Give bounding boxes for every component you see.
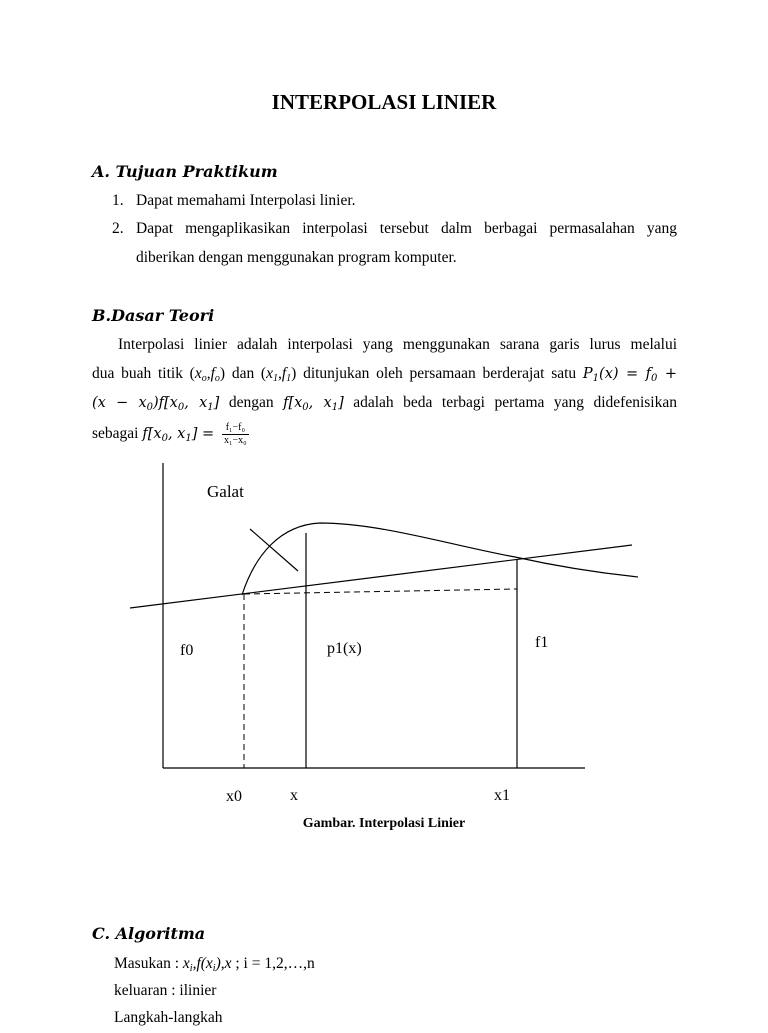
list-number: 2. bbox=[112, 220, 124, 237]
section-a-heading: A. Tujuan Praktikum bbox=[92, 162, 278, 181]
paragraph-line2: dua buah titik $(x_o,f_o)$ dan $(x_1,f_1)$ ditunjukan oleh persamaan berderajat satu $P_1(x) = f_0$ + bbox=[92, 365, 677, 384]
label-x1: x1 bbox=[494, 787, 510, 804]
label-f0: f0 bbox=[180, 642, 194, 659]
equation-divided-diff: $f[x_0$, $x_1$] bbox=[283, 395, 344, 413]
label-x0: x0 bbox=[226, 788, 242, 805]
linear-interpolant-line bbox=[130, 545, 632, 608]
label-p1x: p1(x) bbox=[327, 640, 362, 657]
paragraph-line4: sebagai $f[x_0$, $x_1$] = $\frac{\text{f₁−f₀}}{\text{x₁−x₀}}$ bbox=[92, 421, 247, 446]
list-text: Dapat memahami Interpolasi linier. bbox=[136, 192, 356, 209]
function-curve bbox=[242, 523, 638, 595]
page-title: INTERPOLASI LINIER bbox=[271, 90, 497, 114]
section-c-heading: C. Algoritma bbox=[92, 924, 206, 943]
figure-caption: Gambar. Interpolasi Linier bbox=[302, 816, 466, 831]
paragraph-line3: $(x - x_0)f[x_0$, $x_1$] dengan $f[x_0$, $x_1$] adalah beda terbagi pertama yang didefenisikan bbox=[92, 394, 677, 413]
error-marker-line bbox=[250, 529, 298, 571]
equation-definition: $f[x_0$, $x_1$] = bbox=[142, 426, 215, 444]
algorithm-steps: Langkah-langkah bbox=[114, 1009, 223, 1026]
algorithm-output: keluaran : ilinier bbox=[114, 982, 217, 999]
interpolation-figure bbox=[120, 455, 650, 805]
equation-p1: $P_1(x) = f_0$ + bbox=[582, 366, 677, 384]
label-galat: Galat bbox=[207, 482, 244, 501]
list-number: 1. bbox=[112, 192, 124, 209]
paragraph-line1: Interpolasi linier adalah interpolasi yang menggunakan sarana garis lurus melalui bbox=[118, 336, 677, 353]
algorithm-input: Masukan : $x_i,f(x_i),x$ ; i = 1,2,…,n bbox=[114, 955, 315, 974]
label-x: x bbox=[290, 787, 298, 804]
section-b-heading: B.Dasar Teori bbox=[92, 306, 215, 325]
label-f1: f1 bbox=[535, 634, 549, 651]
equation-continued: $(x - x_0)f[x_0$, $x_1$] bbox=[92, 395, 220, 413]
list-text-line2: diberikan dengan menggunakan program komputer. bbox=[136, 249, 457, 266]
dashed-line-f1-level bbox=[244, 589, 517, 594]
fraction: $\frac{\text{f₁−f₀}}{\text{x₁−x₀}}$ bbox=[224, 421, 247, 446]
list-text-line1: Dapat mengaplikasikan interpolasi tersebut dalm berbagai permasalahan yang bbox=[136, 220, 677, 237]
